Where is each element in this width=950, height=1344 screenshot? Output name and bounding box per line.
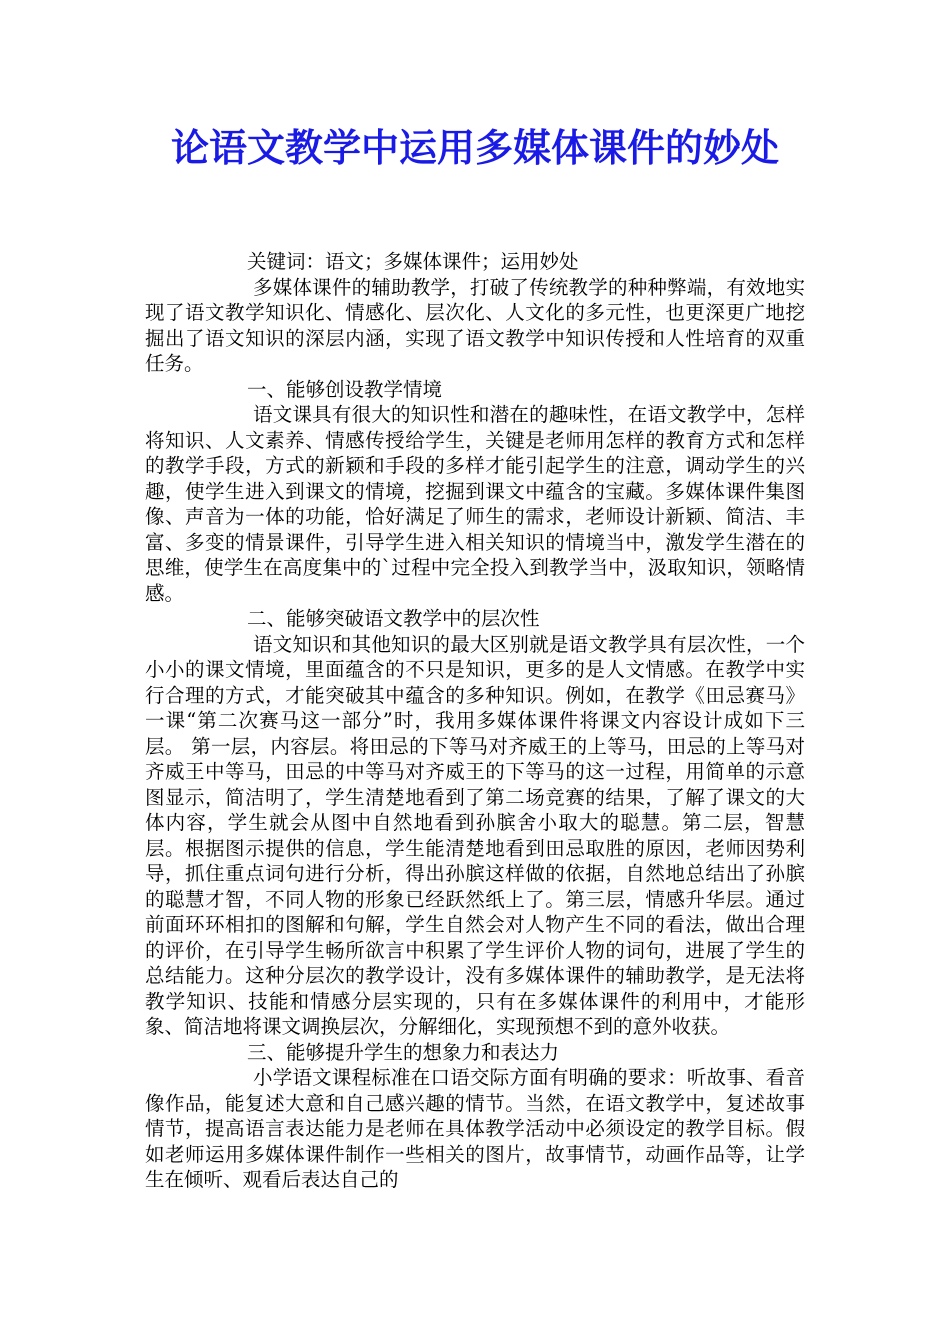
section-3-heading: 三、能够提升学生的想象力和表达力 (247, 1040, 560, 1064)
section-2-paragraph: 语文知识和其他知识的最大区别就是语文教学具有层次性，一个小小的课文情境，里面蕴含的不只是知识，更多的是人文情感。在教学中实行合理的方式，才能突破其中蕴含的多种知识。例如，在教学《田忌赛马》一课“第二次赛马这一部分”时，我用多媒体课件将课文内容设计成如下三层。 第一层，内容层。将田忌的下等马对齐威王的上等马，田忌的上等马对齐威王中等马，田忌的中等马对齐威王的下等马的这一过程，用简单的示意图显示，简洁明了，学生清楚地看到了第二场竞赛的结果，了解了课文的大体内容，学生就会从图中自然地看到孙膑舍小取大的聪慧。第二层，智慧层。根据图示提供的信息，学生能清楚地看到田忌取胜的原因，老师因势利导，抓住重点词句进行分析，得出孙膑这样做的依据，自然地总结出了孙膑的聪慧才智，不同人物的形象已经跃然纸上了。第三层，情感升华层。通过前面环环相扣的图解和句解，学生自然会对人物产生不同的看法，做出合理的评价，在引导学生畅所欲言中积累了学生评价人物的词句，进展了学生的总结能力。这种分层次的教学设计，没有多媒体课件的辅助教学，是无法将教学知识、技能和情感分层实现的，只有在多媒体课件的利用中，才能形象、简洁地将课文调换层次，分解细化，实现预想不到的意外收获。 (145, 632, 805, 1038)
section-2-heading: 二、能够突破语文教学中的层次性 (247, 607, 540, 630)
intro-paragraph: 多媒体课件的辅助教学，打破了传统教学的种种弊端，有效地实现了语文教学知识化、情感化、层次化、人文化的多元性，也更深更广地挖掘出了语文知识的深层内涵，实现了语文教学中知识传授和人性培育的双重任务。 (145, 275, 805, 375)
section-3-paragraph: 小学语文课程标准在口语交际方面有明确的要求：听故事、看音像作品，能复述大意和自己感兴趣的情节。当然，在语文教学中，复述故事情节，提高语言表达能力是老师在具体教学活动中必须设定的教学目标。假如老师运用多媒体课件制作一些相关的图片，故事情节，动画作品等，让学生在倾听、观看后表达自己的 (145, 1066, 805, 1191)
section-1-paragraph: 语文课具有很大的知识性和潜在的趣味性，在语文教学中，怎样将知识、人文素养、情感传授给学生，关键是老师用怎样的教育方式和怎样的教学手段，方式的新颖和手段的多样才能引起学生的注意，调动学生的兴趣，使学生进入到课文的情境，挖掘到课文中蕴含的宝藏。多媒体课件集图像、声音为一体的功能，恰好满足了师生的需求，老师设计新颖、简洁、丰富、多变的情景课件，引导学生进入相关知识的情境当中，激发学生潜在的思维，使学生在高度集中的`过程中完全投入到教学当中，汲取知识，领略情感。 (145, 403, 805, 605)
document-body (145, 249, 805, 1193)
section-1-heading: 一、能够创设教学情境 (247, 377, 443, 401)
document-title: 论语文教学中运用多媒体课件的妙处 (170, 125, 779, 170)
keywords-line: 关键词：语文；多媒体课件；运用妙处 (247, 250, 579, 273)
